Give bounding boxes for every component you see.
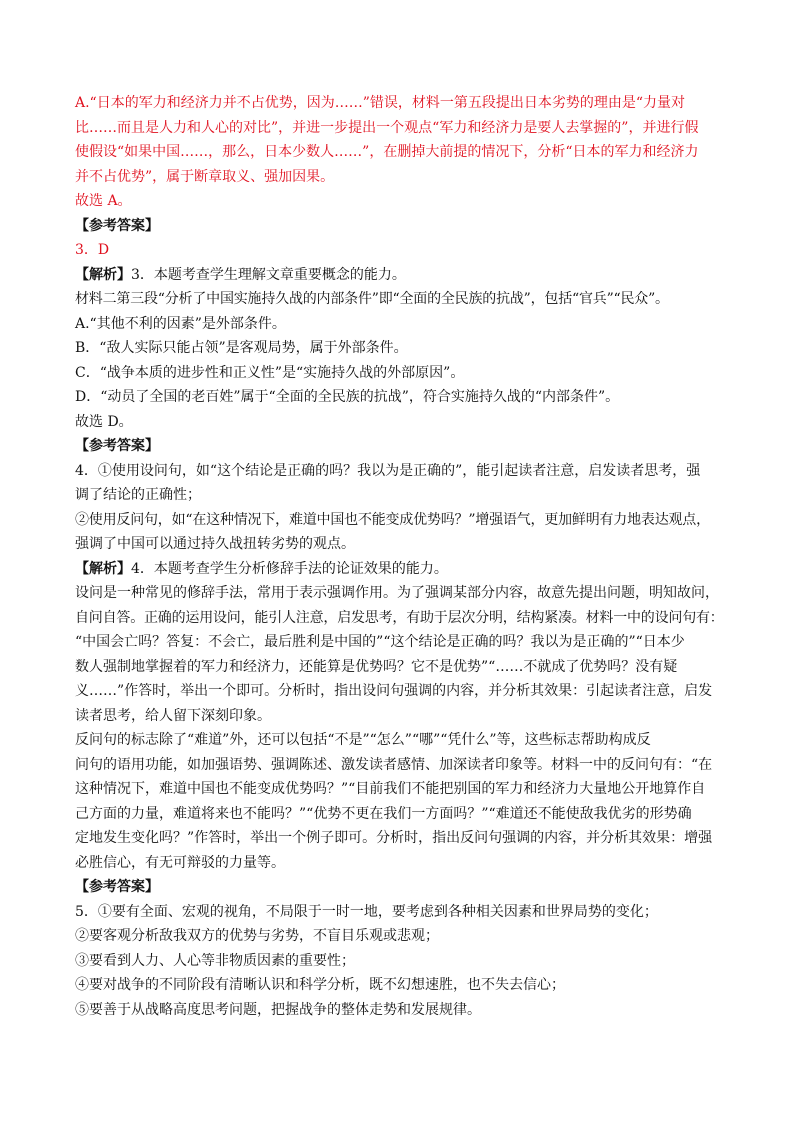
answer-key-page bbox=[75, 91, 735, 1022]
analysis-line: 问句的语用功能，如加强语势、强调陈述、激发读者感情、加深读者印象等。材料一中的反问句有：“在 bbox=[75, 756, 713, 773]
analysis-line: 义……”作答时，举出一个即可。分析时，指出设问句强调的内容，并分析其效果：引起读者注意，启发 bbox=[75, 683, 713, 699]
analysis-line: 必胜信心，有无可辩驳的力量等。 bbox=[75, 854, 285, 871]
analysis-line: 这种情况下，难道中国也不能变成优势吗？”“目前我们不能把别国的军力和经济力大量地公开地算作自 bbox=[75, 781, 706, 797]
answer-point-line: 强调了中国可以通过持久战扭转劣势的观点。 bbox=[75, 536, 355, 552]
analysis-line: 读者思考，给人留下深刻印象。 bbox=[75, 707, 271, 724]
answer-point-line: ②使用反问句，如“在这种情况下，难道中国也不能变成优势吗？”增强语气，更加鲜明有力地表达观点， bbox=[75, 511, 710, 528]
answer-point-line: 调了结论的正确性； bbox=[75, 487, 201, 503]
analysis-text: 3．本题考查学生理解文章重要概念的能力。 bbox=[131, 266, 406, 283]
analysis-line: 设问是一种常见的修辞手法，常用于表示强调作用。为了强调某部分内容，故意先提出问题，明知故问， bbox=[75, 585, 719, 601]
analysis-line: 材料二第三段“分析了中国实施持久战的内部条件”即“全面的全民族的抗战”，包括“官兵”“民众”。 bbox=[75, 291, 669, 307]
analysis-line: 数人强制地掌握着的军力和经济力，还能算是优势吗？它不是优势”“……不就成了优势吗？没有疑 bbox=[75, 658, 678, 675]
option-c-line: C．“战争本质的进步性和正义性”是“实施持久战的外部原因”。 bbox=[75, 364, 465, 381]
question-2-analysis-tail bbox=[75, 91, 735, 214]
option-b-line: B．“敌人实际只能占领”是客观局势，属于外部条件。 bbox=[75, 340, 408, 356]
option-a-explanation-line: 比……而且是人力和人心的对比”，并进一步提出一个观点“军力和经济力是要人去掌握的”，并进行假 bbox=[75, 119, 699, 136]
option-a-line: A.“其他不利的因素”是外部条件。 bbox=[75, 315, 286, 332]
reference-answer-heading: 【参考答案】 bbox=[75, 217, 159, 234]
analysis-intro bbox=[75, 557, 735, 582]
analysis-line: 己方面的力量，难道将来也不能吗？”“优势不更在我们一方面吗？”“难道还不能使敌我优劣的形势确 bbox=[75, 805, 692, 822]
question-5-block bbox=[75, 875, 735, 1022]
reference-answer-heading: 【参考答案】 bbox=[75, 879, 159, 895]
conclusion-line: 故选 A。 bbox=[75, 193, 132, 209]
reference-answer-heading: 【参考答案】 bbox=[75, 438, 159, 454]
analysis-tag: 【解析】 bbox=[75, 266, 131, 283]
analysis-line: 自问自答。正确的运用设问，能引人注意，启发思考，有助于层次分明，结构紧凑。材料一中的设问句有： bbox=[75, 609, 724, 626]
analysis-line: 反问句的标志除了“难道”外，还可以包括“不是”“怎么”“哪”“凭什么”等，这些标志帮助构成反 bbox=[75, 732, 651, 748]
option-a-explanation-line: 使假设“如果中国……，那么，日本少数人……”，在删掉大前提的情况下，分析“日本的军力和经济力 bbox=[75, 144, 699, 160]
analysis-line: “中国会亡吗？答复：不会亡，最后胜利是中国的”“这个结论是正确的吗？我以为是正确的”“日本少 bbox=[75, 634, 685, 650]
answer-line: 3．D bbox=[75, 242, 110, 258]
analysis-text: 4．本题考查学生分析修辞手法的论证效果的能力。 bbox=[131, 560, 448, 577]
answer-point-line: ④要对战争的不同阶段有清晰认识和科学分析，既不幻想速胜，也不失去信心； bbox=[75, 977, 565, 993]
analysis-tag: 【解析】 bbox=[75, 560, 131, 577]
conclusion-line: 故选 D。 bbox=[75, 413, 133, 430]
answer-point-line: ②要客观分析敌我双方的优势与劣势，不盲目乐观或悲观； bbox=[75, 928, 439, 944]
option-d-line: D．“动员了全国的老百姓”属于“全面的全民族的抗战”，符合实施持久战的“内部条件”。 bbox=[75, 389, 620, 405]
answer-point-line: 4．①使用设问句，如“这个结论是正确的吗？我以为是正确的”，能引起读者注意，启发读者思考，强 bbox=[75, 462, 701, 479]
answer-point-line: 5．①要有全面、宏观的视角，不局限于一时一地，要考虑到各种相关因素和世界局势的变化； bbox=[75, 903, 658, 920]
analysis-line: 定地发生变化吗？”作答时，举出一个例子即可。分析时，指出反问句强调的内容，并分析其效果：增强 bbox=[75, 830, 713, 846]
option-a-explanation-line: 并不占优势”，属于断章取义、强加因果。 bbox=[75, 168, 335, 185]
analysis-intro bbox=[75, 263, 735, 288]
option-a-explanation-line: A.“日本的军力和经济力并不占优势，因为……”错误，材料一第五段提出日本劣势的理由是“力量对 bbox=[75, 95, 686, 111]
answer-point-line: ⑤要善于从战略高度思考问题，把握战争的整体走势和发展规律。 bbox=[75, 1001, 481, 1018]
question-4-block bbox=[75, 434, 735, 875]
question-3-block bbox=[75, 214, 735, 435]
answer-point-line: ③要看到人力、人心等非物质因素的重要性； bbox=[75, 952, 355, 969]
